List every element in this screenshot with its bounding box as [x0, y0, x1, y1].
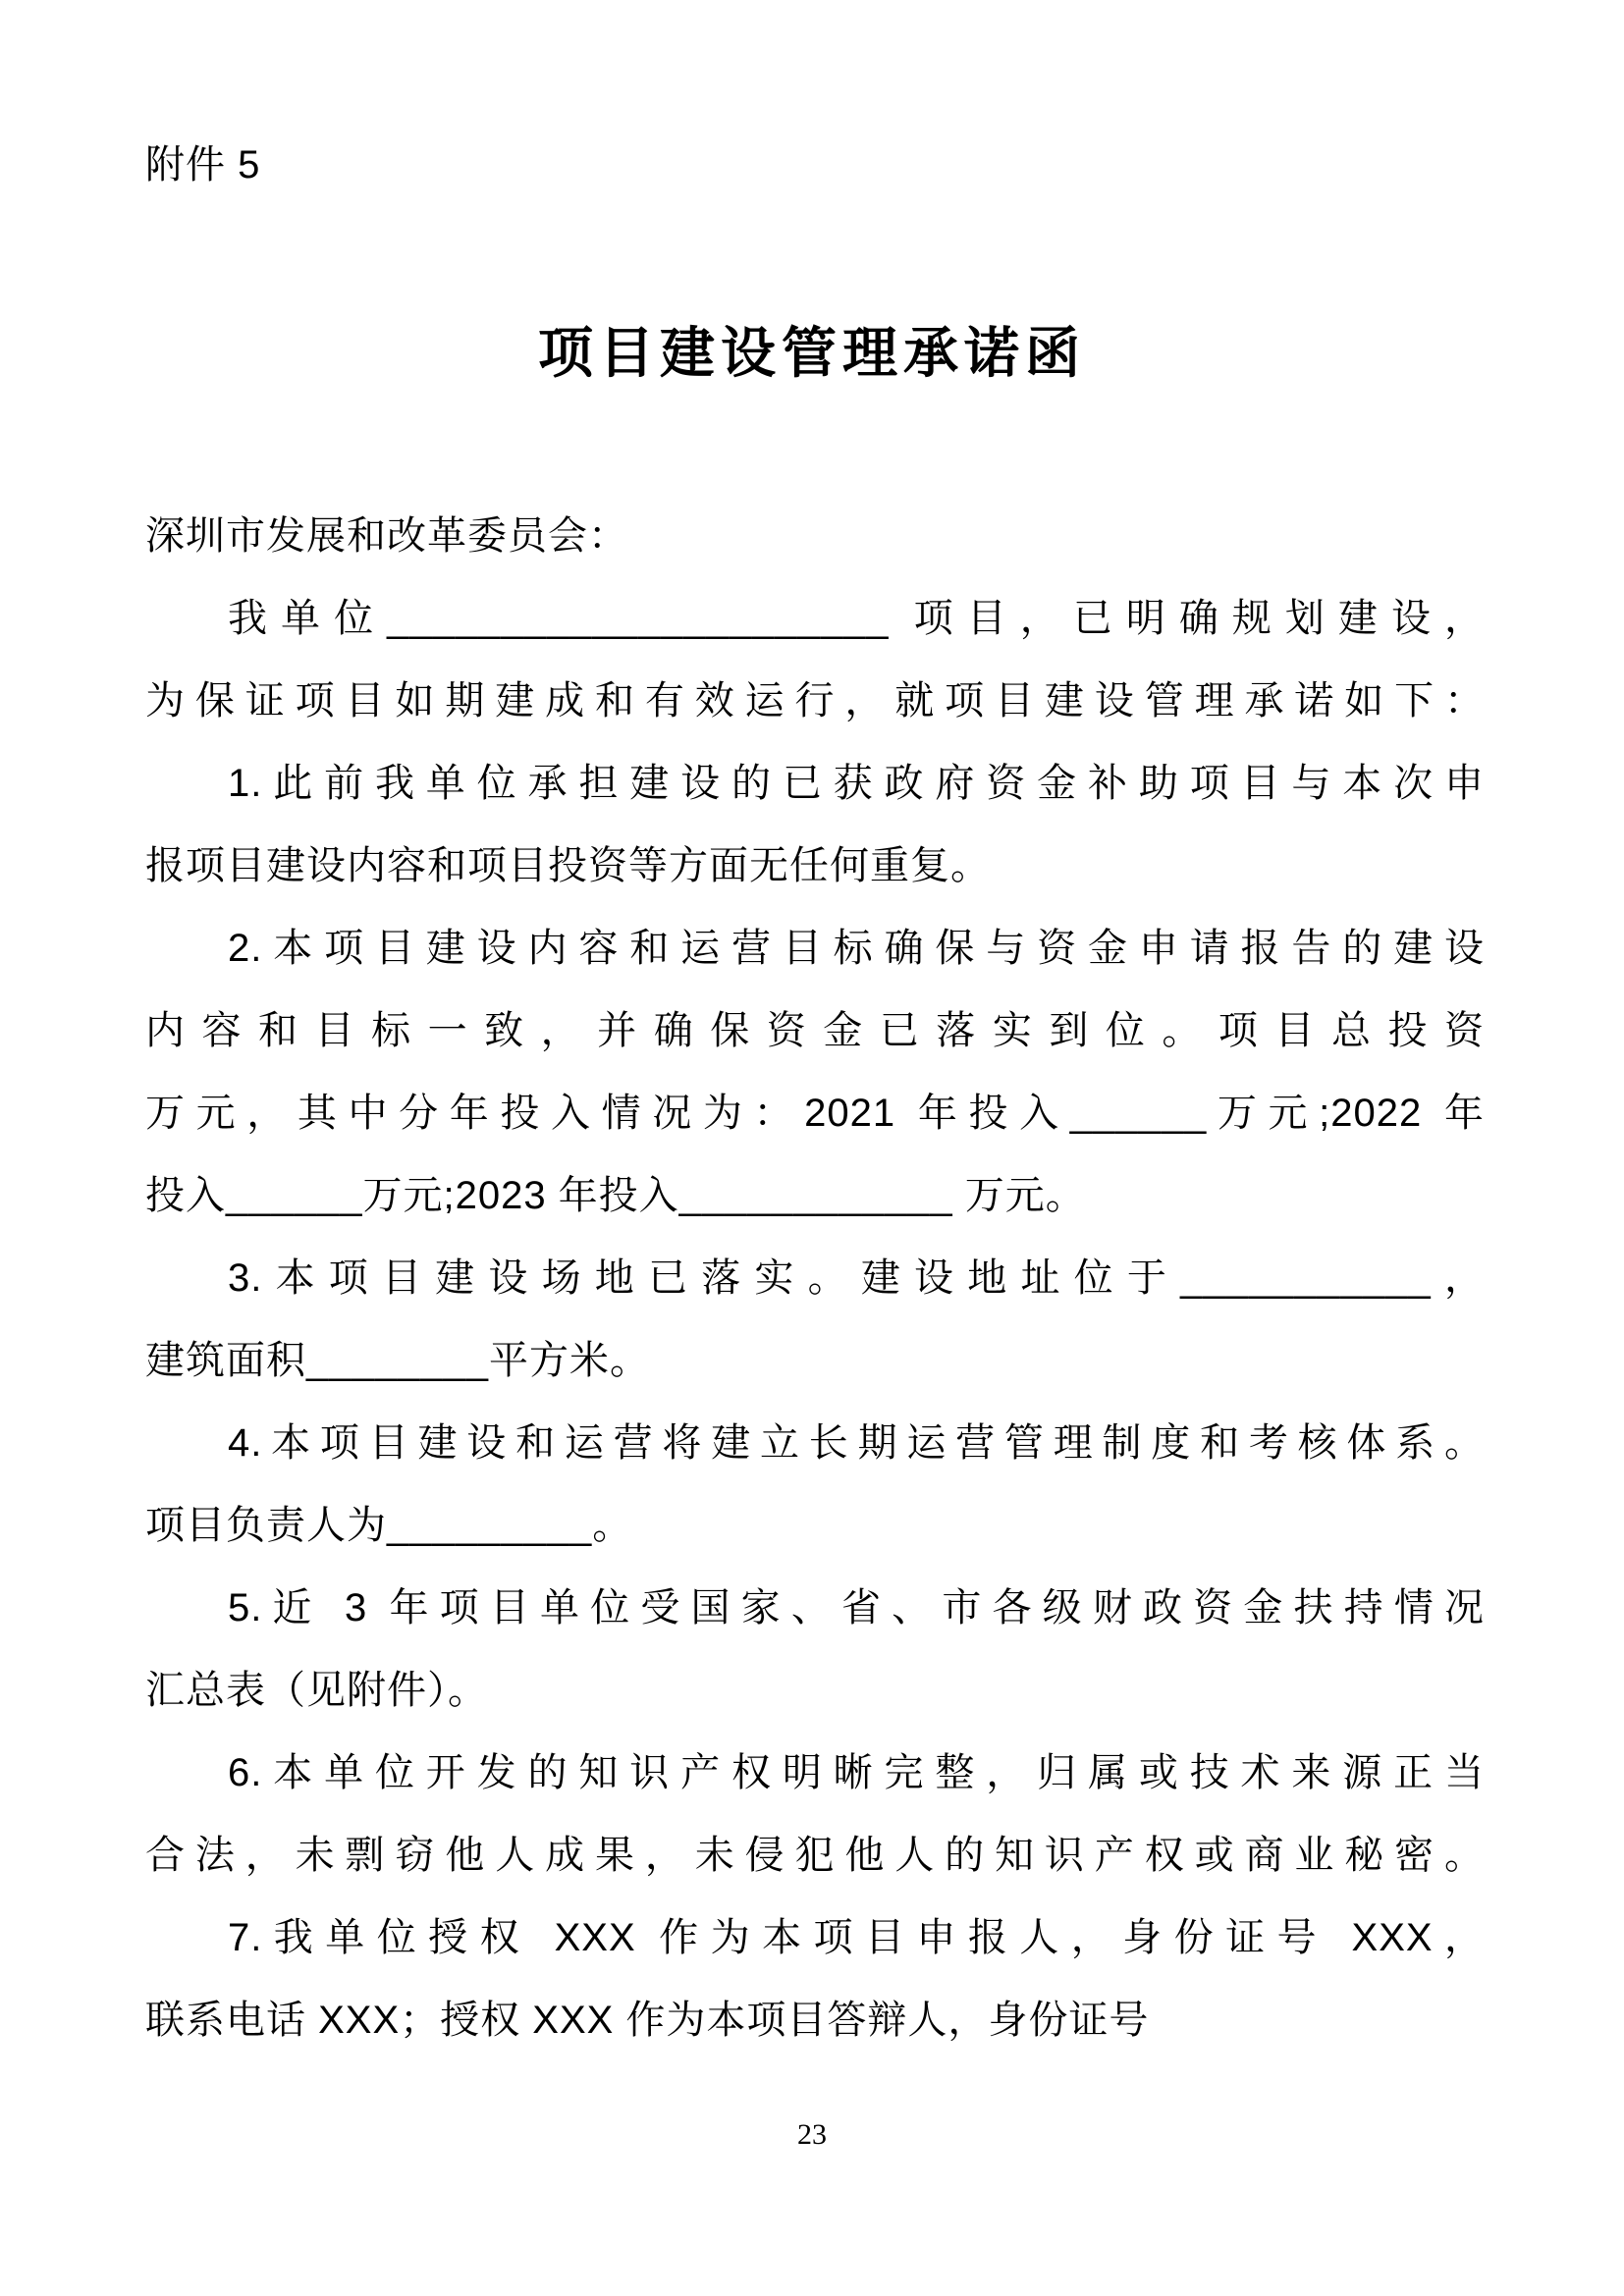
- document-line: 2.本项目建设内容和运营目标确保与资金申请报告的建设: [228, 927, 1485, 970]
- document-line: 1.此前我单位承担建设的已获政府资金补助项目与本次申: [228, 762, 1485, 805]
- document-line: 深圳市发展和改革委员会：: [145, 514, 628, 558]
- document-line: 汇总表（见附件）。: [145, 1669, 488, 1712]
- page-number: 23: [797, 2118, 827, 2151]
- document-line: 投入______万元;2023 年投入____________ 万元。: [145, 1174, 1086, 1217]
- document-line: 项目负责人为_________。: [145, 1504, 633, 1547]
- document-line: 联系电话 XXX；授权 XXX 作为本项目答辩人，身份证号: [145, 1999, 1150, 2042]
- attachment-label: 附件 5: [145, 143, 261, 187]
- document-line: 建筑面积________平方米。: [145, 1339, 650, 1382]
- document-line: 4.本项目建设和运营将建立长期运营管理制度和考核体系。: [228, 1421, 1485, 1465]
- document-line: 合法，未剽窃他人成果，未侵犯他人的知识产权或商业秘密。: [145, 1834, 1485, 1877]
- document-line: 我单位______________________ 项目，已明确规划建设，: [228, 597, 1485, 640]
- document-line: 5.近 3 年项目单位受国家、省、市各级财政资金扶持情况: [228, 1586, 1485, 1629]
- document-line: 万元，其中分年投入情况为：2021 年投入______万元;2022 年: [145, 1092, 1485, 1135]
- document-line: 6.本单位开发的知识产权明晰完整，归属或技术来源正当: [228, 1751, 1485, 1794]
- document-line: 3.本项目建设场地已落实。建设地址位于___________，: [228, 1256, 1485, 1300]
- document-line: 为保证项目如期建成和有效运行，就项目建设管理承诺如下：: [145, 679, 1485, 722]
- document-line: 报项目建设内容和项目投资等方面无任何重复。: [145, 844, 991, 887]
- document-line: 7.我单位授权 XXX 作为本项目申报人，身份证号 XXX，: [228, 1916, 1485, 1959]
- document-body: [145, 495, 1485, 2061]
- document-title: 项目建设管理承诺函: [538, 324, 1086, 385]
- document-line: 内容和目标一致，并确保资金已落实到位。项目总投资: [145, 1009, 1485, 1052]
